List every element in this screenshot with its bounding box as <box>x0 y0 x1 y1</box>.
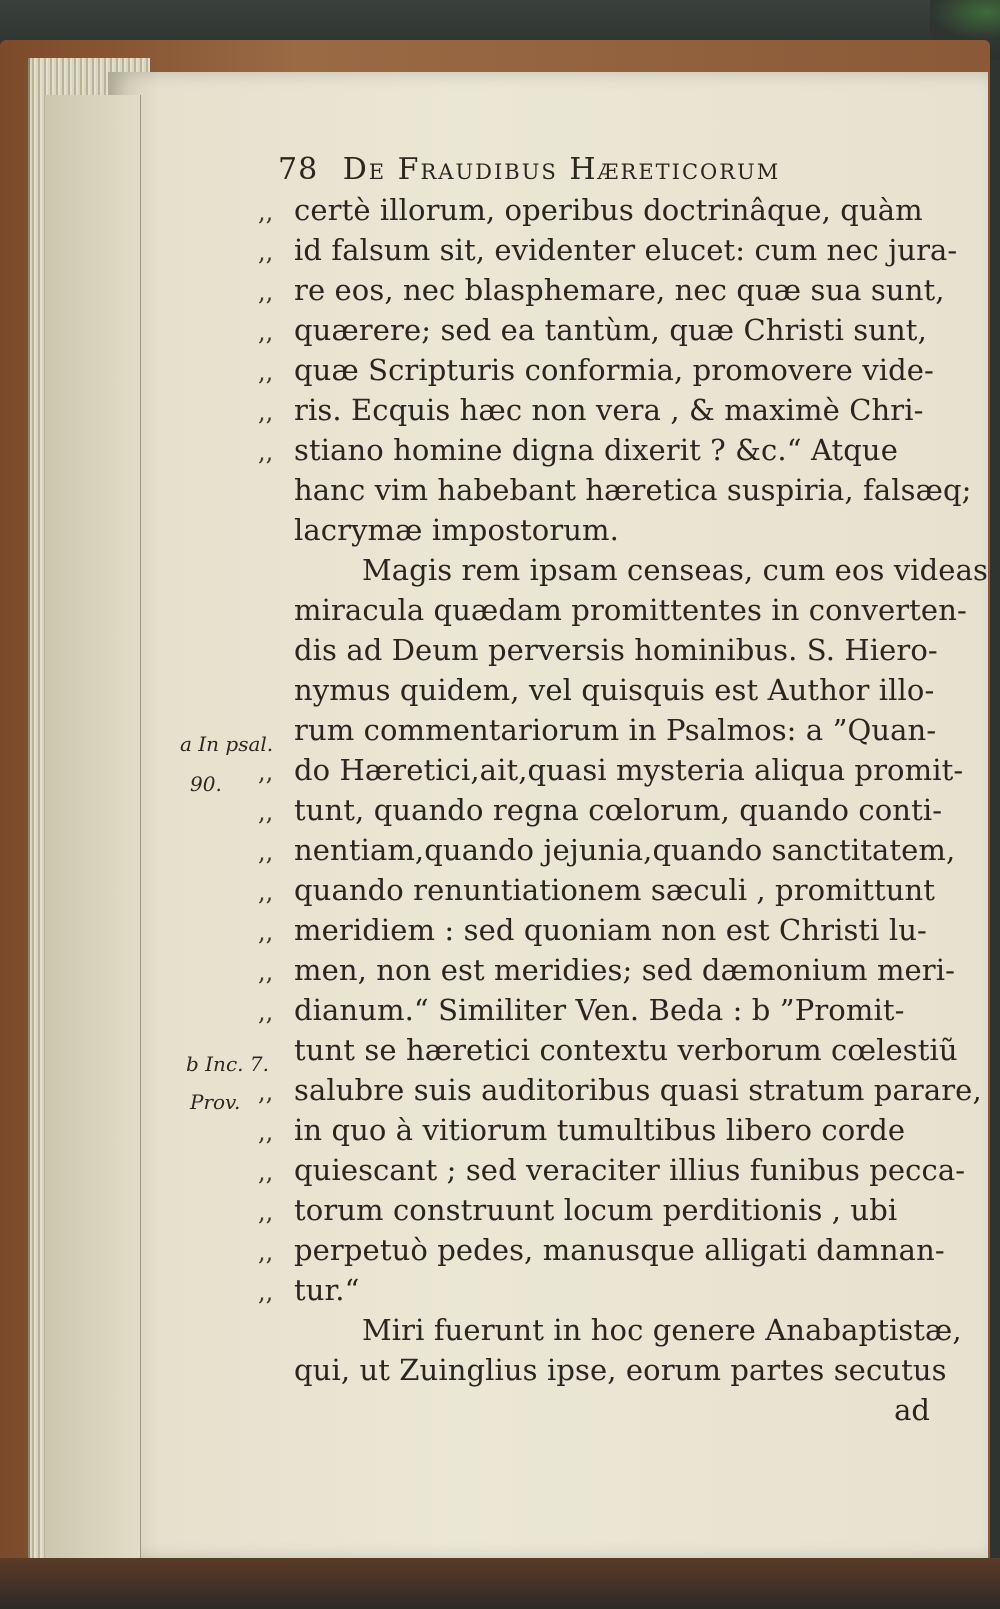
line-text: qui, ut Zuinglius ipse, eorum partes secutus <box>294 1353 947 1387</box>
text-line <box>258 1150 966 1190</box>
text-line <box>258 1350 948 1390</box>
quote-mark: ,, <box>258 1198 274 1226</box>
text-line <box>258 190 948 230</box>
text-line <box>258 1310 962 1350</box>
line-text: do Hæretici,ait,quasi mysteria aliqua promit- <box>294 753 964 787</box>
text-line <box>258 550 988 590</box>
quote-mark: ,, <box>258 1158 274 1186</box>
text-line <box>258 470 972 510</box>
text-line <box>258 750 964 790</box>
line-text: re eos, nec blasphemare, nec quæ sua sunt, <box>294 273 945 307</box>
line-text: salubre suis auditoribus quasi stratum parare, <box>294 1073 982 1107</box>
line-text: quærere; sed ea tantùm, quæ Christi sunt, <box>294 313 927 347</box>
quote-mark: ,, <box>258 838 274 866</box>
line-text: rum commentariorum in Psalmos: a ”Quan- <box>294 713 937 747</box>
quote-mark: ,, <box>258 398 274 426</box>
catchword-text: ad <box>894 1393 930 1427</box>
plant-leaf-corner <box>930 0 1000 40</box>
quote-mark: ,, <box>258 758 274 786</box>
page-number: 78 <box>278 152 319 187</box>
line-text: quando renuntiationem sæculi , promittunt <box>294 873 936 907</box>
line-text: dianum.“ Similiter Ven. Beda : b ”Promit- <box>294 993 905 1027</box>
quote-mark: ,, <box>258 318 274 346</box>
line-text: hanc vim habebant hæretica suspiria, falsæq; <box>294 473 972 507</box>
quote-mark: ,, <box>258 278 274 306</box>
margin-note-b-book: Prov. <box>190 1090 241 1114</box>
quote-mark: ,, <box>258 918 274 946</box>
line-text: nentiam,quando jejunia,quando sanctitatem, <box>294 833 956 867</box>
line-text: tunt se hæretici contextu verborum cœlestiũ <box>294 1033 958 1067</box>
text-line <box>258 270 948 310</box>
line-text: id falsum sit, evidenter elucet: cum nec jura- <box>294 233 958 267</box>
text-line <box>258 1270 948 1310</box>
bottom-edge <box>0 1558 1000 1609</box>
text-line <box>258 830 956 870</box>
text-line <box>258 430 948 470</box>
quote-mark: ,, <box>258 198 274 226</box>
quote-mark: ,, <box>258 358 274 386</box>
text-line <box>258 910 948 950</box>
text-line <box>258 1110 948 1150</box>
line-text: tur.“ <box>294 1273 360 1307</box>
line-text: lacrymæ impostorum. <box>294 513 619 547</box>
margin-note-a-number: 90. <box>190 772 222 796</box>
line-text: ris. Ecquis hæc non vera , & maximè Chri- <box>294 393 924 427</box>
margin-note-b: b Inc. 7. <box>186 1052 269 1076</box>
line-text: quæ Scripturis conformia, promovere vide- <box>294 353 934 387</box>
line-text: stiano homine digna dixerit ? &c.“ Atque <box>294 433 898 467</box>
line-text: quiescant ; sed veraciter illius funibus pecca- <box>294 1153 966 1187</box>
text-line <box>258 870 948 910</box>
line-text: Miri fuerunt in hoc genere Anabaptistæ, <box>362 1313 962 1347</box>
text-line <box>258 230 958 270</box>
line-text: miracula quædam promittentes in converten- <box>294 593 967 627</box>
catchword <box>258 1390 948 1430</box>
line-text: perpetuò pedes, manusque alligati damnan- <box>294 1233 945 1267</box>
line-text: tunt, quando regna cœlorum, quando conti- <box>294 793 943 827</box>
text-line <box>258 990 948 1030</box>
previous-pages-strip <box>45 95 141 1560</box>
quote-mark: ,, <box>258 438 274 466</box>
line-text: nymus quidem, vel quisquis est Author illo- <box>294 673 935 707</box>
text-line <box>258 790 948 830</box>
text-line <box>258 510 948 550</box>
line-text: in quo à vitiorum tumultibus libero corde <box>294 1113 906 1147</box>
quote-mark: ,, <box>258 878 274 906</box>
running-header <box>278 152 978 187</box>
text-line <box>258 710 948 750</box>
text-line <box>258 350 948 390</box>
text-line <box>258 670 948 710</box>
text-line <box>258 1030 958 1070</box>
text-line <box>258 950 956 990</box>
text-line <box>258 1190 948 1230</box>
text-line <box>258 310 948 350</box>
quote-mark: ,, <box>258 998 274 1026</box>
line-text: Magis rem ipsam censeas, cum eos videas <box>362 553 988 587</box>
text-line <box>258 630 948 670</box>
quote-mark: ,, <box>258 238 274 266</box>
text-line <box>258 590 967 630</box>
margin-note-a: a In psal. <box>180 732 274 756</box>
text-line <box>258 1230 948 1270</box>
line-text: men, non est meridies; sed dæmonium meri- <box>294 953 956 987</box>
quote-mark: ,, <box>258 1238 274 1266</box>
line-text: meridiem : sed quoniam non est Christi lu- <box>294 913 927 947</box>
quote-mark: ,, <box>258 1278 274 1306</box>
quote-mark: ,, <box>258 958 274 986</box>
quote-mark: ,, <box>258 1118 274 1146</box>
line-text: certè illorum, operibus doctrinâque, quàm <box>294 193 923 227</box>
quote-mark: ,, <box>258 1078 274 1106</box>
line-text: dis ad Deum perversis hominibus. S. Hiero- <box>294 633 938 667</box>
text-line <box>258 1070 982 1110</box>
running-title: De Fraudibus Hæreticorum <box>342 152 781 187</box>
quote-mark: ,, <box>258 798 274 826</box>
line-text: torum construunt locum perditionis , ubi <box>294 1193 898 1227</box>
body-text <box>258 190 988 1430</box>
text-line <box>258 390 948 430</box>
